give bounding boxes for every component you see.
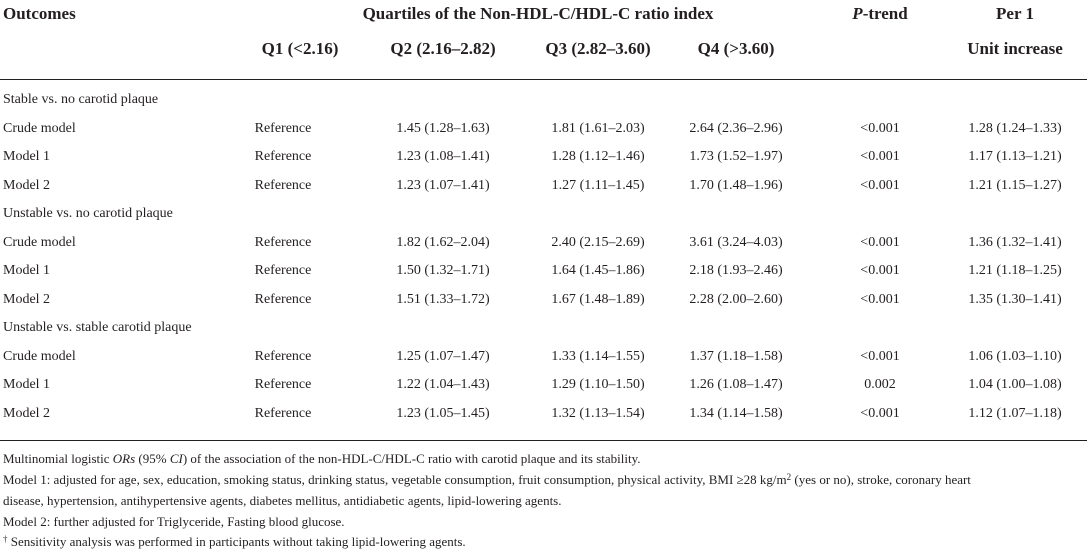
cell-per: 1.04 (1.00–1.08) (968, 377, 1062, 392)
cell-per: 1.17 (1.13–1.21) (968, 149, 1062, 164)
row-label: Model 1 (3, 263, 51, 278)
cell-q3: 1.33 (1.14–1.55) (551, 348, 645, 364)
cell-q2: 1.51 (1.33–1.72) (396, 291, 490, 307)
cell-q3: 2.40 (2.15–2.69) (551, 234, 645, 250)
section-row (0, 88, 1089, 116)
cell-p: <0.001 (860, 405, 900, 421)
footnote-3: disease, hypertension, antihypertensive agents, diabetes mellitus, antidiabetic agents, lipid-lowering agents. (3, 493, 562, 508)
header-outcomes: Outcomes (3, 4, 76, 23)
cell-q1: Reference (254, 263, 312, 278)
cell-p: 0.002 (864, 377, 896, 392)
row-label: Model 1 (3, 377, 51, 392)
cell-q1: Reference (254, 234, 312, 250)
footnote-2: Model 1: adjusted for age, sex, education, smoking status, drinking status, vegetable consumption, fruit consumption, physical activity, BMI ≥28 $kg/m^2$ (yes or no), stroke, coronary heart (3, 472, 971, 487)
cell-p: <0.001 (860, 234, 900, 250)
cell-q1: Reference (254, 177, 312, 193)
cell-q4: 2.18 (1.93–2.46) (689, 263, 783, 278)
header-per-line1: Per 1 (996, 4, 1034, 23)
table-row (0, 259, 1089, 287)
table-row (0, 345, 1089, 373)
section-label: Stable vs. no carotid plaque (3, 92, 159, 107)
cell-q2: 1.45 (1.28–1.63) (396, 120, 490, 136)
cell-p: <0.001 (860, 120, 900, 136)
cell-p: <0.001 (860, 177, 900, 193)
cell-q3: 1.81 (1.61–2.03) (551, 120, 645, 136)
cell-q4: 1.73 (1.52–1.97) (689, 149, 783, 164)
table-row (0, 145, 1089, 173)
p-trend-rest: -trend (862, 4, 908, 23)
section-label: Unstable vs. no carotid plaque (3, 206, 173, 221)
cell-per: 1.21 (1.18–1.25) (968, 263, 1062, 278)
header-p-trend (852, 4, 907, 24)
row-label: Crude model (3, 120, 76, 136)
footnote-1: Multinomial logistic ORs (95% CI) of the association of the non-HDL-C/HDL-C ratio with carotid plaque and its stability. (3, 451, 641, 466)
cell-q1: Reference (254, 405, 312, 421)
p-italic: P (852, 4, 863, 23)
row-label: Crude model (3, 348, 76, 364)
cell-q1: Reference (254, 348, 312, 364)
cell-per: 1.35 (1.30–1.41) (968, 291, 1062, 307)
section-row (0, 202, 1089, 230)
cell-per: 1.12 (1.07–1.18) (968, 405, 1062, 421)
cell-per: 1.21 (1.15–1.27) (968, 177, 1062, 193)
row-label: Model 2 (3, 291, 51, 307)
cell-p: <0.001 (860, 149, 900, 164)
header-q3: Q3 (2.82–3.60) (545, 39, 651, 58)
footnote-5: † Sensitivity analysis was performed in participants without taking lipid-lowering agents. (3, 534, 466, 549)
cell-per: 1.06 (1.03–1.10) (968, 348, 1062, 364)
cell-q2: 1.23 (1.05–1.45) (396, 405, 490, 421)
table-row (0, 117, 1089, 145)
cell-q2: 1.50 (1.32–1.71) (396, 263, 490, 278)
cell-p: <0.001 (860, 348, 900, 364)
header-q2: Q2 (2.16–2.82) (390, 39, 496, 58)
cell-q4: 1.34 (1.14–1.58) (689, 405, 783, 421)
table-row (0, 373, 1089, 401)
header-quartiles-title: Quartiles of the Non-HDL-C/HDL-C ratio index (362, 4, 714, 23)
cell-q3: 1.64 (1.45–1.86) (551, 263, 645, 278)
table-row (0, 402, 1089, 430)
table-row (0, 174, 1089, 202)
cell-q4: 2.28 (2.00–2.60) (689, 291, 783, 307)
cell-q2: 1.25 (1.07–1.47) (396, 348, 490, 364)
cell-q3: 1.32 (1.13–1.54) (551, 405, 645, 421)
cell-q3: 1.27 (1.11–1.45) (551, 177, 645, 193)
header-rule (0, 79, 1087, 80)
cell-q1: Reference (254, 149, 312, 164)
bottom-rule (0, 440, 1087, 441)
cell-q4: 1.70 (1.48–1.96) (689, 177, 783, 193)
cell-q1: Reference (254, 120, 312, 136)
row-label: Model 1 (3, 149, 51, 164)
cell-q4: 1.26 (1.08–1.47) (689, 377, 783, 392)
cell-p: <0.001 (860, 263, 900, 278)
row-label: Crude model (3, 234, 76, 250)
cell-q1: Reference (254, 377, 312, 392)
cell-q4: 1.37 (1.18–1.58) (689, 348, 783, 364)
cell-q2: 1.82 (1.62–2.04) (396, 234, 490, 250)
footnote-4: Model 2: further adjusted for Triglyceride, Fasting blood glucose. (3, 514, 345, 529)
cell-q1: Reference (254, 291, 312, 307)
cell-q3: 1.28 (1.12–1.46) (551, 149, 645, 164)
table-row (0, 231, 1089, 259)
section-row (0, 316, 1089, 344)
cell-q2: 1.23 (1.08–1.41) (396, 149, 490, 164)
cell-per: 1.36 (1.32–1.41) (968, 234, 1062, 250)
cell-q3: 1.29 (1.10–1.50) (551, 377, 645, 392)
cell-q4: 3.61 (3.24–4.03) (689, 234, 783, 250)
header-q4: Q4 (>3.60) (697, 39, 775, 58)
row-label: Model 2 (3, 177, 51, 193)
row-label: Model 2 (3, 405, 51, 421)
header-per-line2: Unit increase (967, 39, 1063, 58)
cell-q2: 1.23 (1.07–1.41) (396, 177, 490, 193)
cell-q3: 1.67 (1.48–1.89) (551, 291, 645, 307)
cell-p: <0.001 (860, 291, 900, 307)
section-label: Unstable vs. stable carotid plaque (3, 320, 192, 335)
cell-q4: 2.64 (2.36–2.96) (689, 120, 783, 136)
cell-q2: 1.22 (1.04–1.43) (396, 377, 490, 392)
cell-per: 1.28 (1.24–1.33) (968, 120, 1062, 136)
header-q1: Q1 (<2.16) (261, 39, 339, 58)
table-row (0, 288, 1089, 316)
